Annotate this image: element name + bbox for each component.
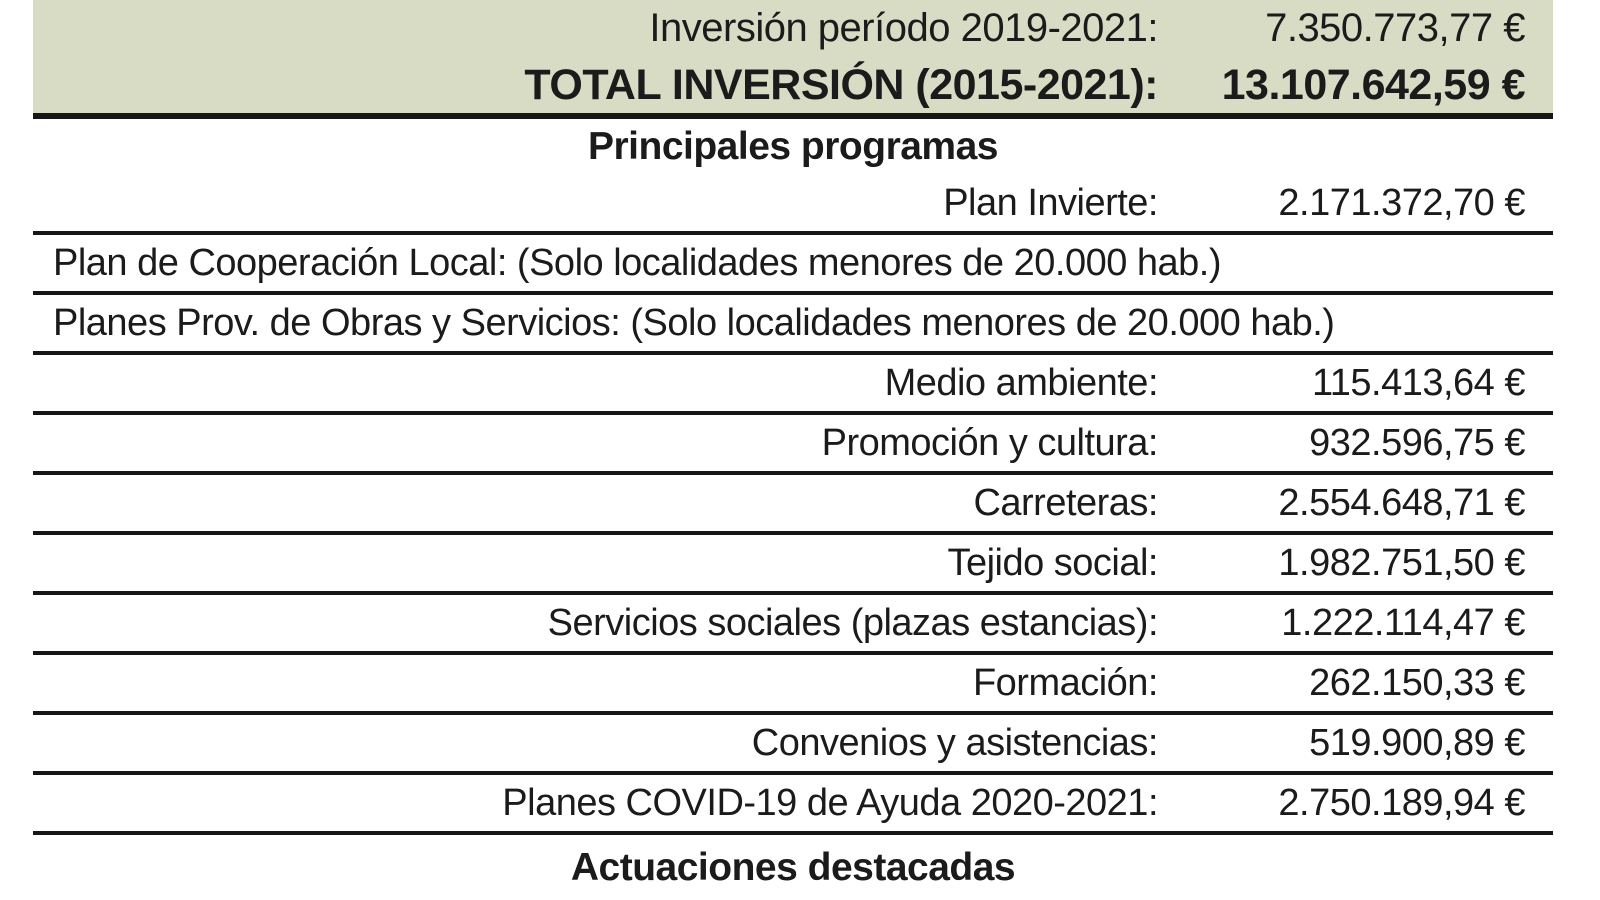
program-label: Formación:	[972, 661, 1158, 704]
program-item-row	[33, 475, 1553, 535]
program-value: 1.222.114,47 €	[1281, 601, 1525, 644]
program-item-row	[33, 775, 1553, 835]
program-item-row	[33, 415, 1553, 475]
program-value: 519.900,89 €	[1309, 721, 1525, 764]
program-item-row	[33, 655, 1553, 715]
section-header-row: Actuaciones destacadas	[570, 845, 1016, 889]
program-item-row	[33, 355, 1553, 415]
total-investment-label: TOTAL INVERSIÓN (2015-2021):	[524, 60, 1158, 109]
program-item-row	[33, 175, 1553, 235]
program-label: Medio ambiente:	[884, 361, 1158, 404]
program-value: 2.171.372,70 €	[1278, 181, 1525, 224]
total-investment-value: 13.107.642,59 €	[1221, 60, 1525, 109]
program-rows	[33, 119, 1553, 900]
program-label: Servicios sociales (plazas estancias):	[547, 601, 1158, 644]
program-label: Plan Invierte:	[943, 181, 1158, 224]
program-label: Planes COVID-19 de Ayuda 2020-2021:	[502, 781, 1158, 824]
program-value: 2.554.648,71 €	[1278, 481, 1525, 524]
program-label: Convenios y asistencias:	[751, 721, 1158, 764]
program-value: 1.982.751,50 €	[1278, 541, 1525, 584]
total-investment-row	[33, 57, 1553, 113]
program-item-row	[33, 715, 1553, 775]
program-label: Promoción y cultura:	[821, 421, 1158, 464]
period-investment-label: Inversión período 2019-2021:	[649, 6, 1158, 50]
investment-summary-table	[33, 0, 1553, 900]
program-item-row	[33, 535, 1553, 595]
program-value: 932.596,75 €	[1309, 421, 1525, 464]
program-note-row: Plan de Cooperación Local: (Solo localidades menores de 20.000 hab.)	[33, 235, 1553, 295]
total-investment-header	[33, 0, 1553, 119]
program-value: 2.750.189,94 €	[1278, 781, 1525, 824]
program-label: Carreteras:	[973, 481, 1158, 524]
section-header-row: Principales programas	[587, 125, 998, 168]
period-investment-row	[33, 0, 1553, 57]
program-item-row	[33, 595, 1553, 655]
program-label: Tejido social:	[947, 541, 1158, 584]
program-note-row: Planes Prov. de Obras y Servicios: (Solo localidades menores de 20.000 hab.)	[33, 295, 1553, 355]
period-investment-value: 7.350.773,77 €	[1265, 6, 1525, 50]
program-value: 262.150,33 €	[1309, 661, 1525, 704]
program-value: 115.413,64 €	[1311, 361, 1525, 404]
